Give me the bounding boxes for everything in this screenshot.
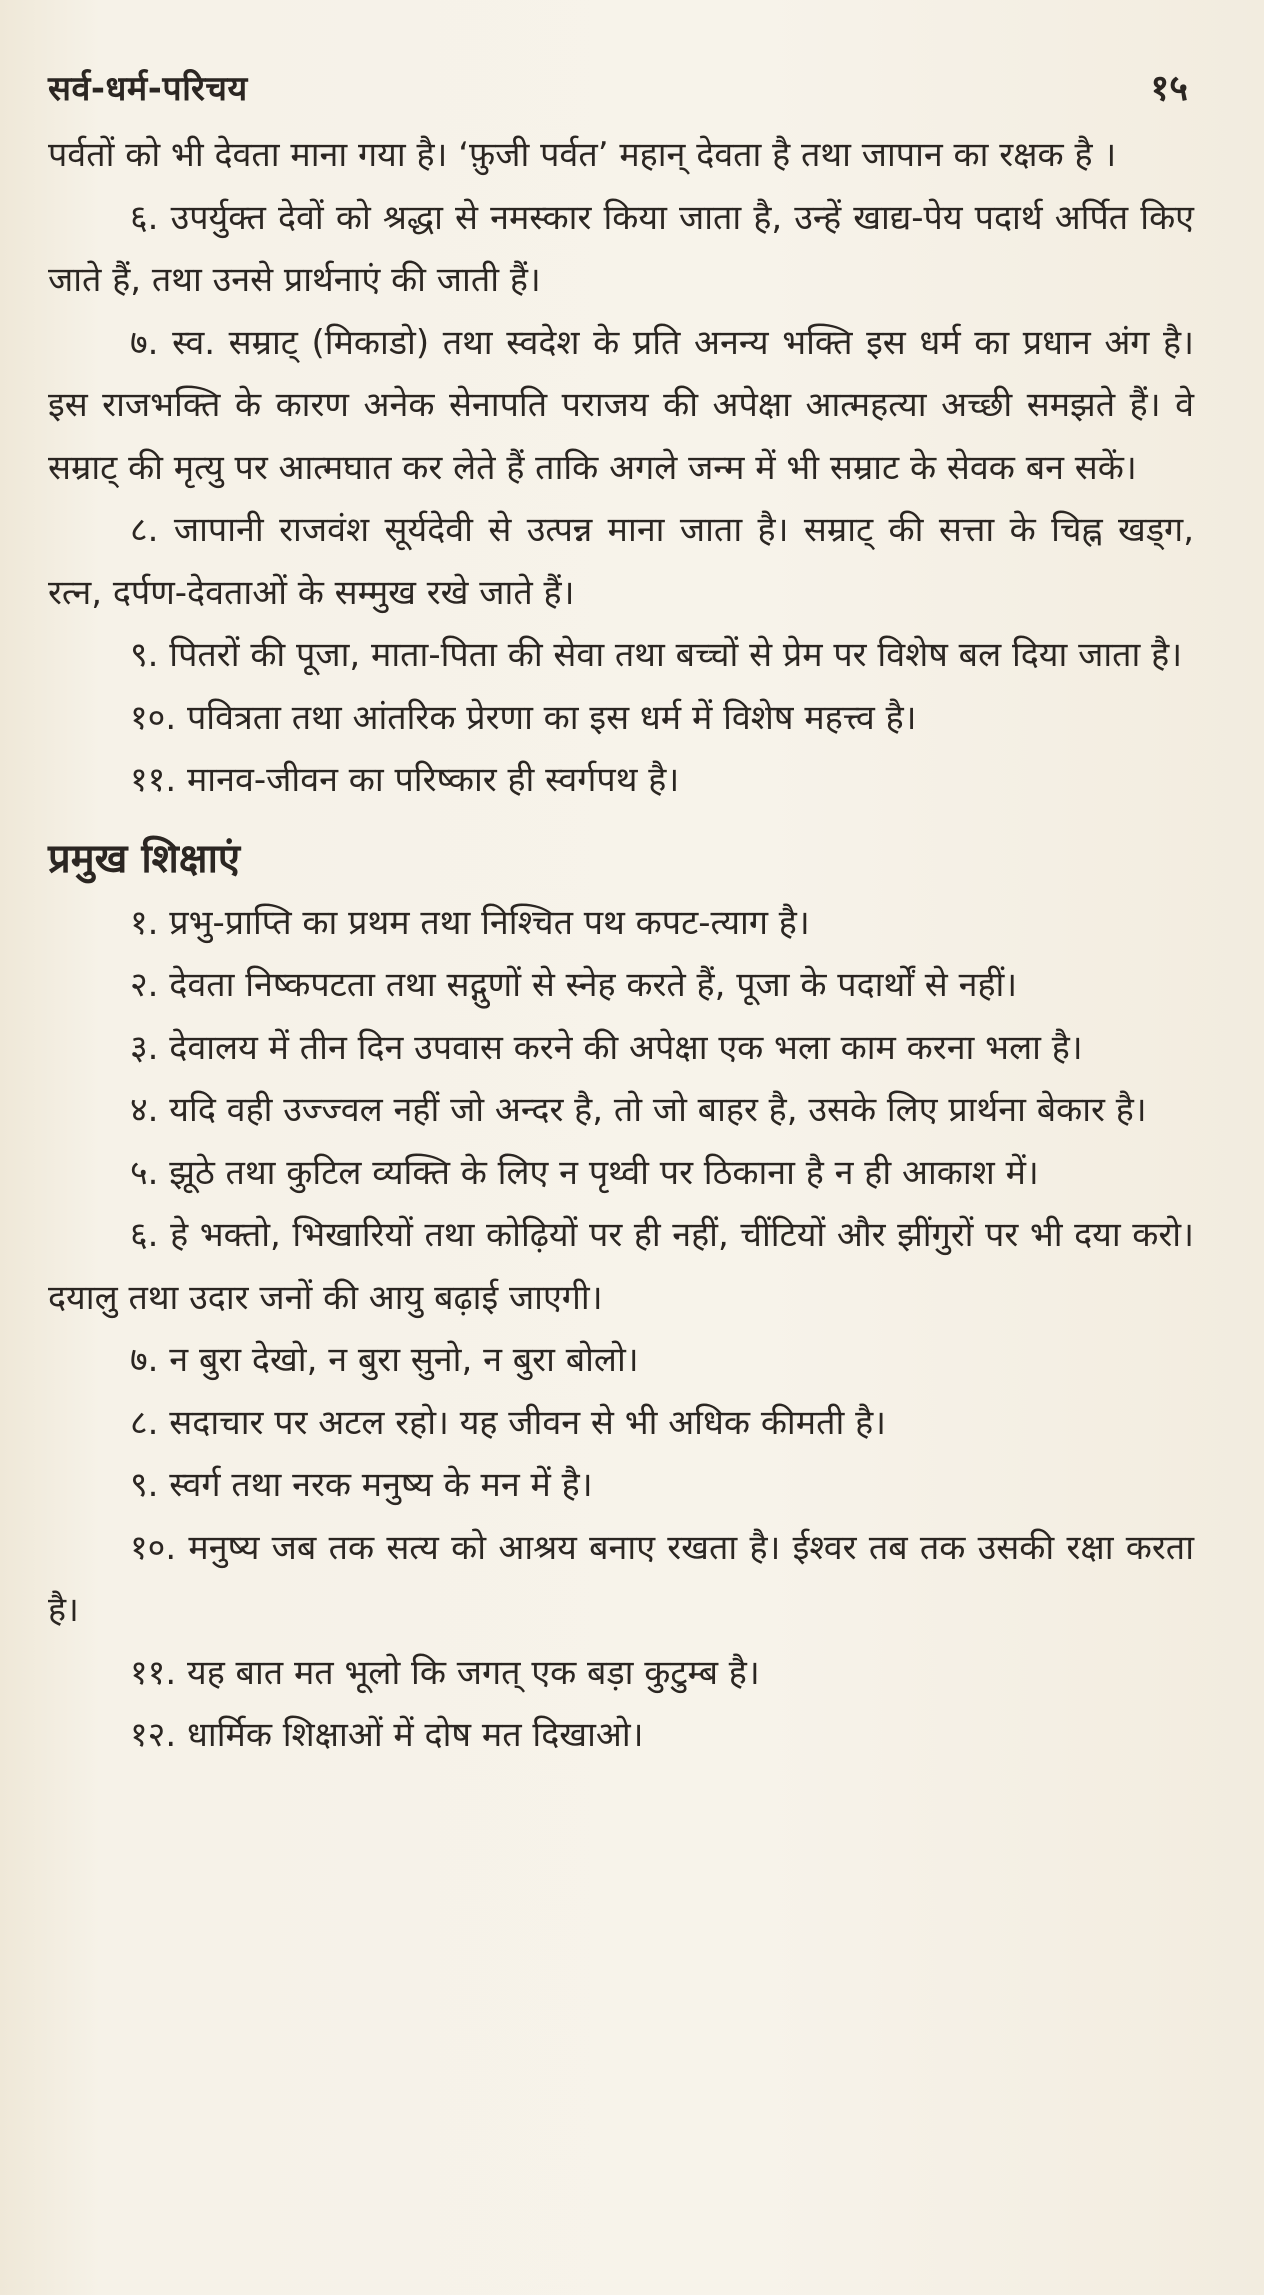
teaching-item-7: ७. न बुरा देखो, न बुरा सुनो, न बुरा बोलो।	[130, 1340, 639, 1380]
teaching-item-1: १. प्रभु-प्राप्ति का प्रथम तथा निश्चित पथ कपट-त्याग है।	[130, 902, 810, 943]
numbered-paragraph-8: ८. जापानी राजवंश सूर्यदेवी से उत्पन्न माना जाता है। सम्राट् की सत्ता के चिह्न खड्ग, रत्न, दर्पण-देवताओं के सम्मुख रखे जाते हैं।	[48, 510, 1194, 613]
teaching-item-12: १२. धार्मिक शिक्षाओं में दोष मत दिखाओ।	[130, 1715, 644, 1755]
numbered-paragraph-10: १०. पवित्रता तथा आंतरिक प्रेरणा का इस धर्म में विशेष महत्त्व है।	[130, 697, 917, 738]
running-title: सर्व-धर्म-परिचय	[48, 69, 248, 109]
numbered-paragraph-7: ७. स्व. सम्राट् (मिकाडो) तथा स्वदेश के प्रति अनन्य भक्ति इस धर्म का प्रधान अंग है। इस राजभक्ति के कारण अनेक सेनापति पराजय की अपेक्षा आत्महत्या अच्छी समझते हैं। वे सम्राट् की मृत्यु पर आत्मघात कर लेते हैं ताकि अगले जन्म में भी सम्राट के सेवक बन सकें।	[48, 322, 1194, 488]
paragraph-continuation: पर्वतों को भी देवता माना गया है। ‘फ़ुजी पर्वत’ महान् देवता है तथा जापान का रक्षक है ।	[48, 135, 1117, 175]
numbered-paragraph-11: ११. मानव-जीवन का परिष्कार ही स्वर्गपथ है।	[130, 760, 680, 800]
teaching-item-9: ९. स्वर्ग तथा नरक मनुष्य के मन में है।	[130, 1465, 593, 1505]
numbered-paragraph-6: ६. उपर्युक्त देवों को श्रद्धा से नमस्कार किया जाता है, उन्हें खाद्य-पेय पदार्थ अर्पित किए जाते हैं, तथा उनसे प्रार्थनाएं की जाती हैं।	[48, 197, 1194, 300]
teaching-item-5: ५. झूठे तथा कुटिल व्यक्ति के लिए न पृथ्वी पर ठिकाना है न ही आकाश में।	[130, 1152, 1039, 1193]
teaching-item-11: ११. यह बात मत भूलो कि जगत् एक बड़ा कुटुम्ब है।	[130, 1652, 760, 1693]
page-number: १५	[1150, 68, 1188, 109]
body-text	[48, 124, 1194, 1767]
section-heading: प्रमुख शिक्षाएं	[48, 835, 241, 882]
teaching-item-10: १०. मनुष्य जब तक सत्य को आश्रय बनाए रखता है। ईश्वर तब तक उसकी रक्षा करता है।	[48, 1527, 1194, 1630]
teaching-item-2: २. देवता निष्कपटता तथा सद्गुणों से स्नेह करते हैं, पूजा के पदार्थों से नहीं।	[130, 965, 1018, 1005]
teaching-item-4: ४. यदि वही उज्ज्वल नहीं जो अन्दर है, तो जो बाहर है, उसके लिए प्रार्थना बेकार है।	[130, 1090, 1147, 1130]
teaching-item-3: ३. देवालय में तीन दिन उपवास करने की अपेक्षा एक भला काम करना भला है।	[130, 1027, 1083, 1068]
teaching-item-8: ८. सदाचार पर अटल रहो। यह जीवन से भी अधिक कीमती है।	[130, 1402, 887, 1443]
numbered-paragraph-9: ९. पितरों की पूजा, माता-पिता की सेवा तथा बच्चों से प्रेम पर विशेष बल दिया जाता है।	[130, 635, 1183, 675]
teaching-item-6: ६. हे भक्तो, भिखारियों तथा कोढ़ियों पर ही नहीं, चींटियों और झींगुरों पर भी दया करो। दयालु तथा उदार जनों की आयु बढ़ाई जाएगी।	[48, 1215, 1194, 1318]
running-head	[48, 62, 1194, 112]
